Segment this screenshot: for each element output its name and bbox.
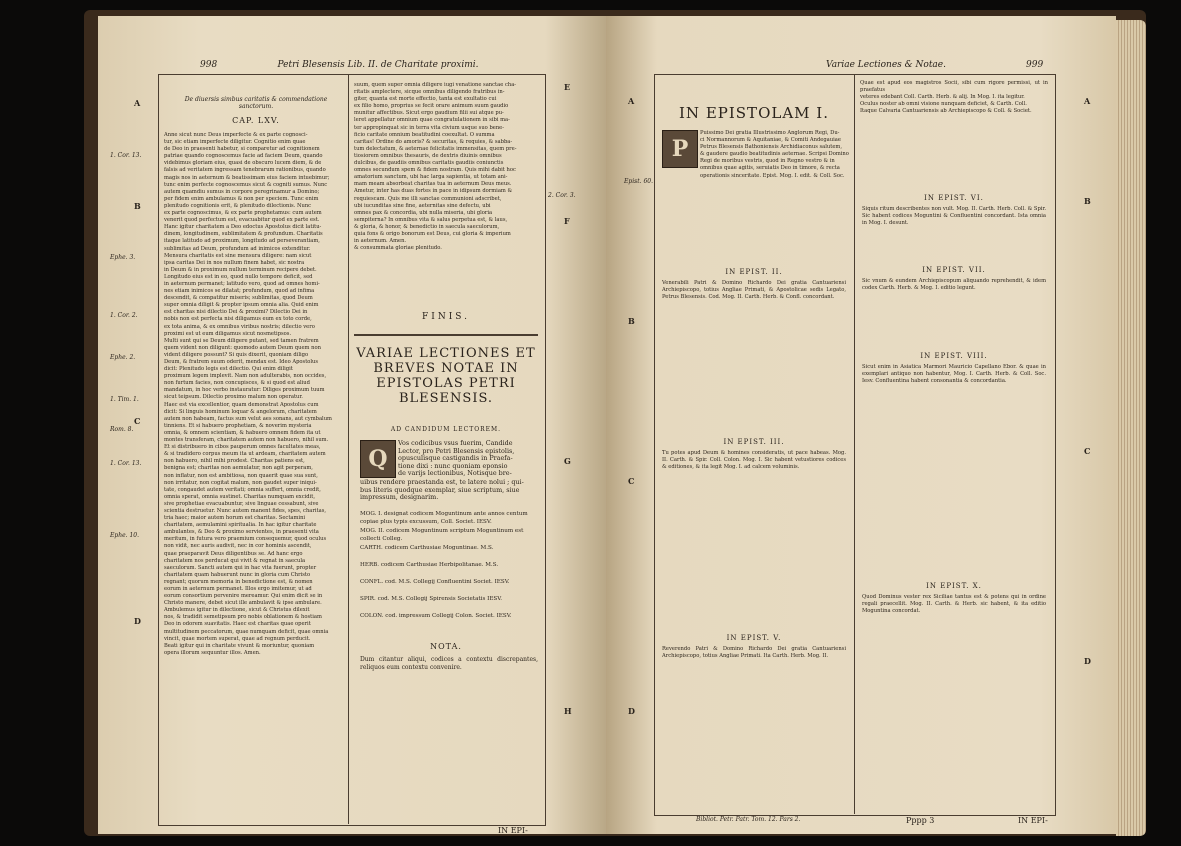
text-line: de Deo in praesenti habetur, si comparetur ad cognitionem (164, 146, 320, 153)
text-line: Haec est via excellentior, quam demonstrat Apostolus cum (164, 401, 319, 408)
text-line: Anne sicut nunc Deus imperfecte & ex parte cognosci- (164, 132, 308, 138)
text-line: falsis ad veritatem ingressam tenebrarum rationibus, quando (164, 167, 326, 174)
text-line: Et si distribuero in cibos pauperum omnes facultates meas, (164, 444, 321, 451)
margin-reference: 2. Cor. 3. (548, 192, 576, 199)
text-line: charitatem, aemulamini spiritualia. In hac igitur charitate (164, 522, 317, 529)
margin-letter: C (134, 416, 141, 426)
text-line: opera illorum sequuntur illos. Amen. (164, 649, 261, 656)
drop-cap-p: P (662, 130, 698, 168)
text-line: & gloria, & honor, & benedictio in saecula saeculorum, (354, 223, 500, 230)
margin-letter: A (134, 98, 141, 108)
section-heading: IN EPIST. X. (926, 582, 982, 590)
text-line: amatorium sanctum, ubi hac larga sapientia, ut totam ani- (354, 174, 508, 181)
text-line: omnes secundum spem & fidem nostram. Quis mihi dabit hoc (354, 167, 516, 174)
text-line: uibus rendere praestanda est, te latere nolui ; qui- (360, 479, 524, 486)
margin-reference: 1. Cor. 2. (110, 312, 138, 319)
left-column-1-text (164, 132, 344, 822)
text-line: Multi sunt qui se Deum diligere putant, sed tamen fratrem (164, 337, 319, 344)
right-running-head: Variae Lectiones & Notae. (826, 60, 946, 70)
text-line: non furtum facies, non concupisces, & si quod est aliud (164, 380, 310, 387)
text-line: mandatum, in hoc verbo instauratur: Diliges proximum tuum (164, 387, 325, 394)
text-line: & gaudere gaudio beatitudinis aeternae. Scripsi Domino (700, 151, 849, 158)
text-line: ter appropinquat sic in terra vita civium usque suo bene- (354, 124, 505, 131)
text-line: in Deum & in proximum nullum terminum recipere debet. (164, 266, 317, 273)
nota-text: Dum citantur aliqui, codices a contextu discrepantes, reliquos eum contextu convenire. (360, 656, 538, 671)
text-line: munitur affectibus. Sicut ergo gaudium filii sui atque pu- (354, 110, 504, 117)
text-line: videbimus gloriam eius, quasi de obscuro lucem diem, & de (164, 160, 322, 167)
text-line: itaque latitudo ad proximum, longitudo ad perseverantiam, (164, 238, 320, 245)
margin-letter: A (1084, 96, 1091, 106)
text-line: Itaque Calvaria Cantuariensis ab Archiepiscopo & Coll. & Societ. (860, 108, 1032, 115)
text-line: Mensura charitatis est sine mensura diligere: nam sicut (164, 252, 312, 259)
text-line: mam meam absorbeat charitas tua in aeternum Deus meus. (354, 181, 512, 188)
text-line: ficio caritate omnium beatitudini coexultat. O summa (354, 131, 495, 138)
margin-letter: B (1084, 196, 1091, 206)
text-line: proximi est ut eum diligamus sicut nosmetipsos. (164, 330, 292, 337)
text-line: leret appellatur omnium quae congratulationem in sibi ma- (354, 117, 510, 124)
chapter-heading: CAP. LXV. (232, 116, 280, 125)
text-line: per fidem enim ambulamus & non per speciem. Tunc enim (164, 195, 319, 202)
right-margin-ref: Epist. 60. (624, 178, 653, 185)
section-heading: IN EPIST. VI. (924, 194, 984, 202)
text-line: Hanc igitur charitatem a Deo edoctus Apostolus dicit latitu- (164, 224, 322, 231)
text-line: autem non habeam, factus sum velut aes sonans, aut cymbalum (164, 415, 332, 422)
right-page (606, 16, 1116, 834)
chapter-intro: De diuersis simbus caritatis & commendatione sanctorum. (184, 96, 328, 110)
text-line: Oculus noster ab omni visione nunquam deficiet, & Carth. Coll. (860, 101, 1027, 108)
margin-letter: B (134, 201, 141, 211)
codex-entry: MOG. I. designat codicem Moguntinum ante annos centum copiae plus typis excussum, Coll. Societ. IESV. (360, 511, 528, 525)
margin-letter: D (628, 706, 635, 716)
text-line: tria haec; maior autem horum est charitas. Sectamini (164, 515, 306, 522)
text-line: tinniens. Et si habuero prophetiam, & noverim mysteria (164, 422, 312, 429)
text-line: Ambulemus igitur in dilectione, sicut & Christus dilexit (164, 607, 310, 614)
margin-letter: F (564, 216, 570, 226)
margin-letter: D (1084, 656, 1091, 666)
text-line: omnia, & omnem scientiam, & habuero omnem fidem ita ut (164, 429, 321, 436)
text-line: plenitudo cognitionis erit, & plenitudo dilectionis. Nunc (164, 202, 312, 209)
text-line: Puissimo Dei gratia Illustrissimo Anglorum Regi, Du- (700, 130, 840, 136)
text-line: est charitas nisi dilectio Dei & proximi? Dilectio Dei in (164, 309, 308, 316)
text-line: nes etiam inimicos se dilatat; profundum, quod ad infima (164, 288, 315, 295)
section-text: Tu potes apud Deum & homines consideratis, ut pace habeas. Mog. II. Carth. & Spir. Coll. Colon. Mog. I. Sic habent vetustiores codices & editiones, & ita legit Mog. I. ad calcem voluminis. (662, 450, 846, 471)
text-line: Petrus Blesensis Bathoniensis Archidiaconus salutem, (700, 144, 842, 151)
text-line: sublimitas ad Deum, profundum ad inimicos extenditur. (164, 245, 311, 252)
text-line: tum delectatum, & aeternae felicitatis immensitas, quem pre- (354, 145, 517, 152)
text-line: multitudinem peccatorum, quae numquam deficit, quae omnia (164, 628, 329, 635)
text-line: omnibus quae agitis, seruiatis Deo in timore, & recta (700, 165, 840, 172)
margin-letter: H (564, 706, 572, 716)
text-line: omnes pax & concordia, ubi nulla miseria, ubi gloria (354, 209, 493, 216)
section-heading: IN EPIST. V. (726, 634, 782, 642)
text-line: venerit quod perfectum est, evacuabitur quod ex parte est. (164, 217, 320, 224)
text-line: requiescam. Quis me illi sanctae communioni adscribet, (354, 195, 502, 202)
left-page (98, 16, 606, 834)
text-line: sive prophetiae evacuabuntur, sive linguae cessabunt, sive (164, 500, 319, 507)
right-page-number: 999 (1026, 60, 1044, 70)
text-line: tiosiorem omnibus thesauris, de dextris diuinis omnibus (354, 152, 502, 159)
margin-letter: C (1084, 446, 1091, 456)
text-line: ci Normannorum & Aquitaniae, & Comiti Andegauiae (700, 137, 841, 144)
text-line: caritas! Ordine do amoris? & securitas, & requies, & sabba- (354, 138, 513, 145)
text-line: ambulantes, & Deo & proximo servientes, in praesenti vita (164, 529, 319, 536)
right-catchword: IN EPI- (1018, 816, 1048, 825)
text-line: Christo manere, debet sicut ille ambulavit & ipse ambulare. (164, 600, 322, 607)
margin-reference: Ephe. 10. (110, 532, 139, 539)
text-line: Beati igitur qui in charitate vivunt & moriuntur, quoniam (164, 642, 315, 649)
text-line: vincit, quae mortem superat, quae ad regnum perducit. (164, 635, 311, 642)
text-line: quae praeparavit Deus diligentibus se. Ad hanc ergo (164, 550, 303, 557)
text-line: scientia destruetur. Nunc autem manent fides, spes, charitas, (164, 507, 327, 514)
text-line: quia fons & origo bonorum est Deus, cui gloria & imperium (354, 230, 511, 237)
text-line: Regi de moribus vestris, quod in Regno vestro & in (700, 158, 835, 165)
text-line: dulcibus, de gaudiis omnibus caritatis gaudiis coniunctis (354, 160, 504, 167)
text-line: Lector, pro Petri Blesensis epistolis, (398, 446, 515, 455)
left-page-number: 998 (200, 60, 218, 70)
margin-reference: 1. Cor. 13. (110, 460, 142, 467)
text-line: charitatem nos perducat qui vivit & regnat in saecula (164, 557, 306, 564)
text-line: de varijs lectionibus, Notisque bre- (398, 469, 512, 478)
text-line: autem quamdiu sumus in corpore peregrinamur a Domino; (164, 188, 320, 195)
margin-letter: C (628, 476, 635, 486)
text-line: montes transferam, charitatem autem non habuero, nihil sum. (164, 437, 329, 444)
drop-cap-q: Q (360, 440, 396, 478)
codex-entry: MOG. II. codicem Moguntinum scriptum Moguntinum est collecti Colleg. (360, 528, 524, 542)
book-spread (84, 10, 1146, 836)
left-column-2-text (354, 82, 538, 262)
text-line: Quae est apud eos magistros Socii, sibi cum rigore permissi, ut in praefatus (860, 80, 1048, 94)
text-line: benigna est; charitas non aemulatur, non agit perperam, (164, 465, 313, 472)
text-line: eorum in aeternum permanet. Illos ergo imitemur, ut ad (164, 586, 312, 592)
text-line: operationis sinceritate. Epist. Mog. I. edit. & Coll. Soc. (700, 172, 845, 179)
margin-reference: Ephe. 3. (110, 254, 136, 261)
left-column-divider (348, 74, 349, 824)
finis: FINIS. (422, 312, 470, 322)
text-line: super omnia diligit & propter ipsum omnia alia. Quid enim (164, 302, 319, 309)
text-line: quem vident non diligunt: quomodo autem Deum quem non (164, 344, 321, 351)
text-line: ex tota anima, & ex omnibus viribus nostris; dilectio vero (164, 323, 315, 330)
text-line: dicit: Si linguis hominum loquar & angelorum, charitatem (164, 408, 317, 415)
margin-reference: Rom. 8. (110, 426, 134, 433)
right-column-2-intro (860, 80, 1048, 190)
text-line: opusculisque castigandis in Praefa- (398, 454, 513, 463)
section-heading: IN EPIST. III. (723, 438, 785, 446)
margin-letter: E (564, 82, 571, 92)
text-line: ipsa caritas Dei in nos nullum finem habet, sic nostra (164, 259, 305, 266)
text-line: descendit, & compatitur miseris; sublimitas, quod Deum (164, 295, 313, 302)
text-line: in aeternum. Amen. (354, 238, 407, 245)
right-column-1-intro (700, 130, 850, 260)
margin-letter: A (628, 96, 635, 106)
text-line: saeculorum. Sancti autem qui in hac vita fuerunt, propter (164, 564, 317, 571)
margin-reference: Ephe. 2. (110, 354, 136, 361)
text-line: suum, quem super omnia diligere iugi venatione sanctae cha- (354, 82, 517, 88)
text-line: nos, & tradidit semetipsum pro nobis oblationem & hostiam (164, 614, 322, 621)
text-line: dinem, longitudinem, sublimitatem & profundum. Charitatis (164, 231, 323, 238)
footer-signature: Bibliot. Petr. Patr. Tom. 12. Pars 2. (696, 816, 801, 823)
text-line: ritatis amplectere, sicque omnibus diligendo fratribus in- (354, 89, 505, 96)
codex-entry: CARTH. codicem Carthusiae Moguntinae. M.S. (360, 545, 494, 551)
section-heading: IN EPIST. VIII. (920, 352, 988, 360)
intro-text (398, 440, 538, 478)
text-line: & si tradidero corpus meum ita ut ardeam, charitatem autem (164, 451, 326, 458)
codex-entry: COLON. cod. impressum Collegij Colon. Societ. IESV. (360, 613, 512, 619)
text-line: regnant; quorum memoria in benedictione est, & nomen (164, 578, 313, 585)
nota-heading: NOTA. (430, 642, 462, 651)
text-line: meritum, in futura vero praemium consequemur, quod oculus (164, 536, 327, 543)
text-line: omnia sperat, omnia sustinet. Charitas numquam excidit, (164, 493, 316, 500)
ad-lectorem-heading: AD CANDIDUM LECTOREM. (390, 426, 502, 433)
text-line: non irritatur, non cogitat malum, non gaudet super iniqui- (164, 479, 317, 486)
text-line: Deum, & fratrem suum oderit, mendax est. Ideo Apostolus (164, 359, 319, 365)
text-line: bus literis quodque exemplar, siue scriptum, siue (360, 485, 520, 494)
finis-rule (354, 334, 538, 336)
section-text: Sicut enim in Asiatica Marmori Mauricio Capellano Ebor. & quae in exemplari antiquo non habentur, Mog. I. Carth. Herb. & Coll. Soc. Iesv. Confluentina habent consonantia & concordantia. (862, 364, 1046, 385)
left-running-head: Petri Blesensis Lib. II. de Charitate proximi. (277, 60, 479, 70)
text-line: charitatem quam habuerunt nunc in gloria cum Christo (164, 571, 311, 578)
section-heading: IN EPIST. VII. (922, 266, 986, 274)
section-heading: IN EPIST. II. (725, 268, 783, 276)
text-line: sempiterna? In omnibus vita & salus perpetua est, & laus, (354, 216, 508, 223)
text-line: & consummata gloriae plenitudo. (354, 245, 442, 252)
margin-letter: G (564, 456, 571, 466)
codex-entry: HERB. codicem Carthusiae Herbipolitanae. M.S. (360, 562, 499, 568)
text-line: ubi iucunditas sine fine, aeternitas sine defectu, ubi (354, 202, 491, 209)
text-line: dicit: Plenitudo legis est dilectio. Qui enim diligit (164, 366, 293, 373)
text-line: eorum consortium pervenire mereamur. Qui enim dicit se in (164, 593, 323, 600)
text-line: impressum, designarim. (360, 493, 439, 502)
variae-lectiones-title: VARIAE LECTIONES ET BREVES NOTAE IN EPISTOLAS PETRI BLESENSIS. (356, 346, 536, 406)
page-edges (1116, 20, 1146, 836)
margin-reference: 1. Tim. 1. (110, 396, 139, 403)
section-text: Quod Dominus vester rex Siciliae tantus est & potens qui in ordine regali praecellit. Mog. II. Carth. & Herb. sic habent, & ita editio Moguntina concordat. (862, 594, 1046, 615)
intro-text-continued (360, 479, 538, 503)
text-line: tunc enim perfecte cognoscemus sicut & cogniti sumus. Nunc (164, 181, 328, 188)
codex-entry: SPIR. cod. M.S. Collegij Spirensis Societatis IESV. (360, 596, 503, 602)
text-line: proximum legem implevit. Nam non adulterabis, non occides, (164, 373, 327, 380)
section-text: Venerabili Patri & Domino Richardo Dei gratia Cantuariensi Archiepiscopo, totius Angliae Primati, & Apostolicae sedis Legato, Petrus Blesensis. Cod. Mog. II. Carth. Herb. & Confl. concordant. (662, 280, 846, 301)
text-line: tione dixi : nunc quoniam eponsio (398, 461, 508, 470)
text-line: tur, sic etiam imperfecte diligitur. Cognitio enim quae (164, 139, 306, 146)
section-text: Siquis ritum describentes non vult. Mog. II. Carth. Herb. Coll. & Spir. Sic habent codices Moguntini & Confluentini concordant. Ista omnia in Mog. I. desunt. (862, 206, 1046, 227)
main-title: IN EPISTOLAM I. (679, 104, 829, 122)
right-column-divider (854, 74, 855, 814)
text-line: non habuero, nihil mihi prodest. Charitas patiens est, (164, 458, 305, 465)
text-line: Deo in odorem suavitatis. Haec est charitas quae operit (164, 621, 311, 628)
signature-mark: Pppp 3 (906, 816, 935, 825)
codex-entry: CONFL. cod. M.S. Collegij Confluentini Societ. IESV. (360, 579, 510, 585)
margin-letter: D (134, 616, 141, 626)
text-line: magis nos in aeternum & beatissimam eius faciem intuebimur; (164, 174, 330, 181)
text-line: sicut teipsum. Dilectio proximo malum non operatur. (164, 394, 303, 401)
text-line: non inflatur, non est ambitiosa, non quaerit quae sua sunt, (164, 472, 318, 479)
margin-letter: B (628, 316, 635, 326)
text-line: ex filio homo, proprius se fecit orare animum suum gaudio (354, 103, 509, 110)
text-line: nobis non est perfecta nisi diligamus eum ex toto corde, (164, 316, 312, 323)
text-line: patriae quando cognoscemus facie ad faciem Deum, quando (164, 153, 323, 160)
text-line: giter, quanta est morte effectio, tanta est exultatio cui (354, 96, 497, 103)
text-line: ex parte cognoscimus, & ex parte prophetamus: cum autem (164, 210, 322, 217)
text-line: veteres edebant Coll. Carth. Herb. & alij. In Mog. I. ita legitur. (860, 94, 1025, 101)
text-line: tate, congaudet autem veritati; omnia suffert, omnia credit, (164, 486, 321, 493)
text-line: non vidit, nec auris audivit, nec in cor hominis ascendit, (164, 543, 312, 550)
text-line: Ametur, inter has duas fortes in pace in idipsum dormiam & (354, 188, 513, 195)
text-line: vident diligere possunt? Si quis dixerit, quoniam diligo (164, 351, 309, 358)
text-line: Vos codicibus vsus fuerim, Candide (398, 440, 513, 447)
text-line: in aeternum permanet; latitudo vero, quod ad omnes homi- (164, 280, 320, 287)
section-text: Sic vnum & eundem Archiepiscopum aliquando reprehendit, & idem codex Carth. Herb. & Mog. I. editio legunt. (862, 278, 1046, 292)
text-line: Longitudo eius est in eo, quod nullo tempore deficit, sed (164, 273, 313, 280)
margin-reference: 1. Cor. 13. (110, 152, 142, 159)
section-text: Reverendo Patri & Domino Richardo Dei gratia Cantuariensi Archiepiscopo, totius Angliae Primati. Ita Carth. Herb. Mog. II. (662, 646, 846, 660)
left-catchword: IN EPI- (498, 826, 528, 834)
